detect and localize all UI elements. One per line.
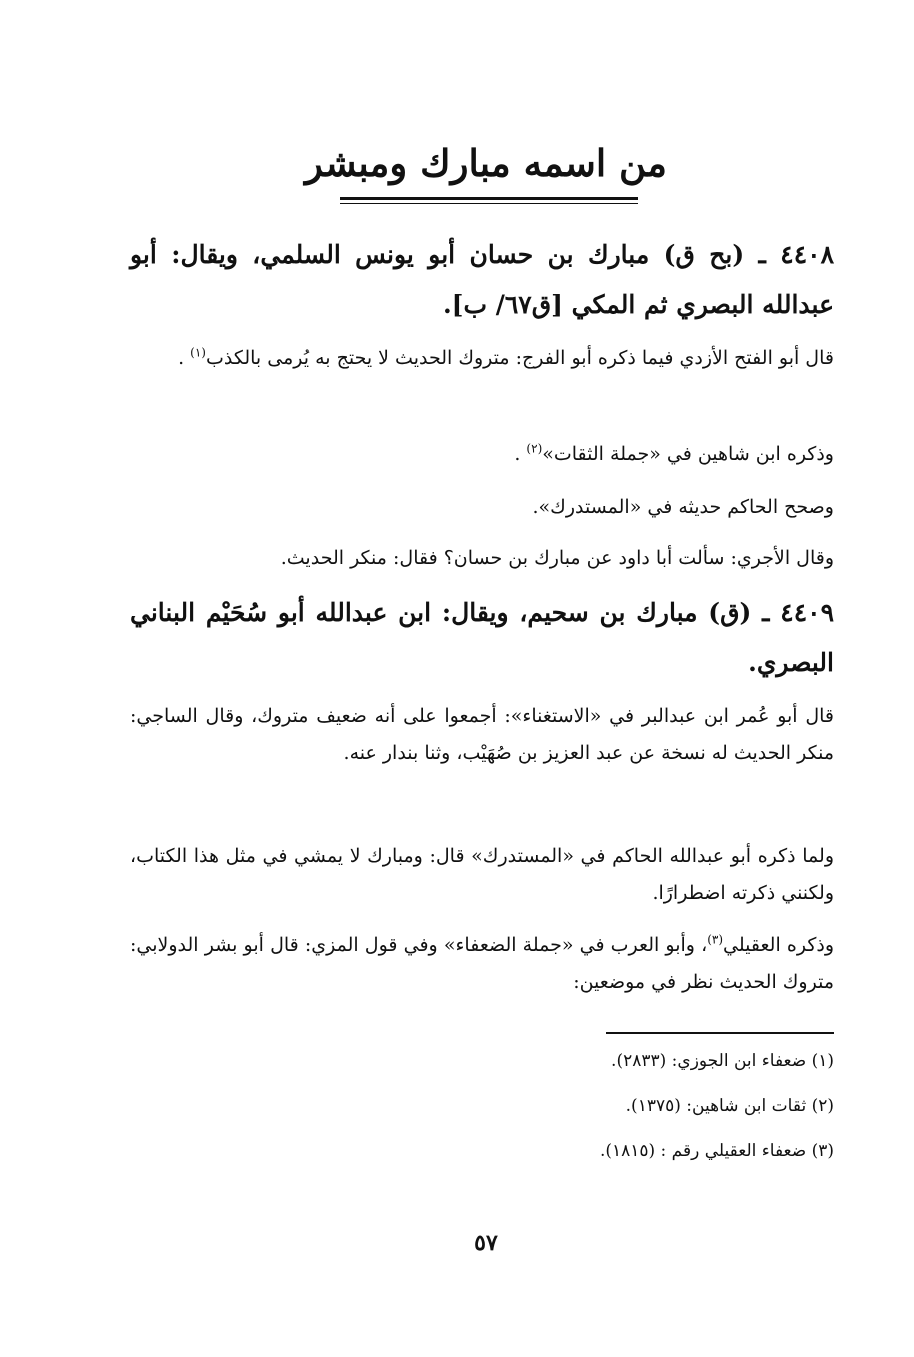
footnote-2: (٢) ثقات ابن شاهين: (١٣٧٥). <box>625 1096 834 1116</box>
title-underline-thin <box>340 203 638 204</box>
entry-4409-paragraph-3 <box>130 927 834 1001</box>
entry-4409-heading: ٤٤٠٩ ـ (ق) مبارك بن سحيم، ويقال: ابن عبدالله أبو سُحَيْم البناني البصري. <box>130 598 834 677</box>
footnote-ref-1: (١) <box>190 345 206 360</box>
footnote-ref-2: (٢) <box>526 441 543 456</box>
entry-4408-paragraph-2 <box>130 436 834 473</box>
entry-4409-paragraph-1: قال أبو عُمر ابن عبدالبر في «الاستغناء»: أجمعوا على أنه ضعيف متروك، وقال الساجي: منكر الحديث له نسخة عن عبد العزيز بن صُهَيْب، وثنا بندار عنه. <box>130 705 834 764</box>
entry-4408-paragraph-1 <box>130 340 834 377</box>
page-number: ٥٧ <box>474 1230 498 1256</box>
entry-4408-paragraph-1-text: قال أبو الفتح الأزدي فيما ذكره أبو الفرج: متروك الحديث لا يحتج به يُرمى بالكذب <box>205 347 834 369</box>
footnote-separator <box>606 1032 834 1034</box>
entry-4408-heading: ٤٤٠٨ ـ (بح ق) مبارك بن حسان أبو يونس السلمي، ويقال: أبو عبدالله البصري ثم المكي [ق٦٧/ ب]. <box>130 240 834 319</box>
entry-4408-paragraph-3: وصحح الحاكم حديثه في «المستدرك». <box>532 496 834 518</box>
entry-4409 <box>130 588 834 688</box>
footnote-1: (١) ضعفاء ابن الجوزي: (٢٨٣٣). <box>611 1051 834 1071</box>
entry-4408-paragraph-4: وقال الأجري: سألت أبا داود عن مبارك بن حسان؟ فقال: منكر الحديث. <box>280 547 834 569</box>
entry-4408-paragraph-2-text: وذكره ابن شاهين في «جملة الثقات» <box>542 443 834 465</box>
entry-4408-paragraph-1-end: . <box>178 347 191 369</box>
entry-4409-paragraph-2: ولما ذكره أبو عبدالله الحاكم في «المستدرك» قال: ومبارك لا يمشي في مثل هذا الكتاب، ولكنني ذكرته اضطرارًا. <box>130 845 834 904</box>
entry-4408-paragraph-2-end: . <box>514 443 527 465</box>
title-underline <box>340 197 638 200</box>
entry-4409-paragraph-3-text: وذكره العقيلي <box>723 934 834 956</box>
footnote-3: (٣) ضعفاء العقيلي رقم : (١٨١٥). <box>599 1141 834 1161</box>
chapter-title: من اسمه مبارك ومبشر <box>304 141 668 185</box>
entry-4409-paragraph-3-end: ، وأبو العرب في «جملة الضعفاء» وفي قول المزي: قال أبو بشر الدولابي: متروك الحديث نظر في موضعين: <box>130 934 834 993</box>
footnote-ref-3: (٣) <box>707 932 724 947</box>
entry-4408 <box>130 230 834 330</box>
